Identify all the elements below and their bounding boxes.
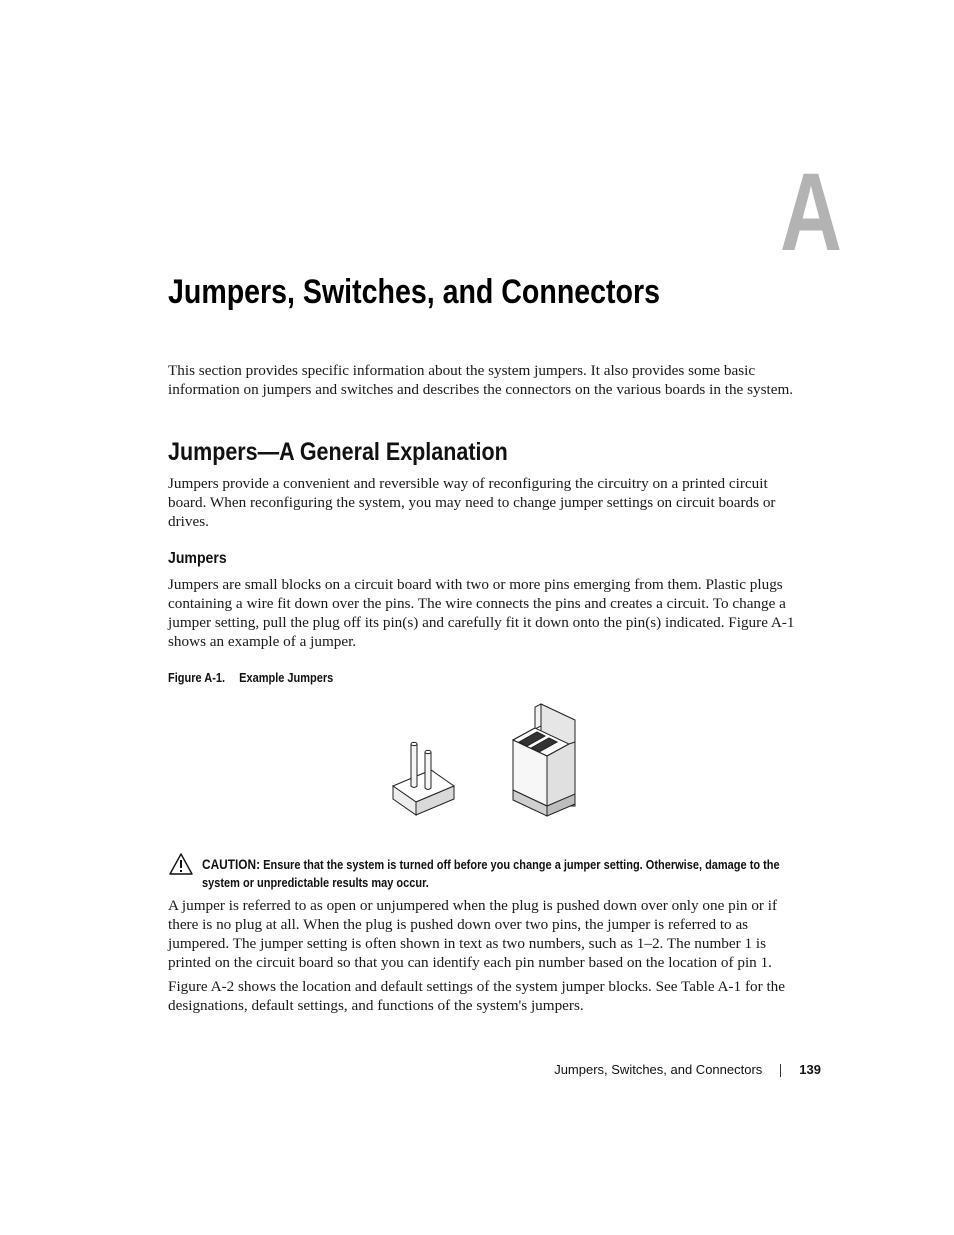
section-heading: Jumpers—A General Explanation [168, 438, 508, 466]
figure-number: Figure A-1. [168, 671, 226, 685]
footer-separator [780, 1064, 781, 1077]
subsection-paragraph: Jumpers are small blocks on a circuit board with two or more pins emerging from them. Plastic plugs containing a wire fit down over the pins. The wire connects the pins and creates a circuit. To change a jumper setting, pull the plug off its pin(s) and carefully fit it down onto the pin(s) indicated. Figure A-1 shows an example of a jumper. [168, 576, 795, 650]
caution-text: Ensure that the system is turned off before you change a jumper setting. Otherwise, damage to the system or unpredictable results may occur. [202, 858, 780, 890]
subsection-heading: Jumpers [168, 550, 227, 567]
figure-title: Example Jumpers [239, 671, 334, 685]
figure-caption [168, 670, 333, 686]
footer-title: Jumpers, Switches, and Connectors [554, 1062, 763, 1077]
jumper-illustration [385, 698, 585, 828]
body-paragraph-2: Figure A-2 shows the location and default settings of the system jumper blocks. See Table A-1 for the designations, default settings, and functions of the system's jumpers. [168, 978, 786, 1014]
body-paragraph-1: A jumper is referred to as open or unjumpered when the plug is pushed down over only one pin or if there is no plug at all. When the plug is pushed down over two pins, the jumper is referred to as jumpered. The jumper setting is often shown in text as two numbers, such as 1–2. The number 1 is printed on the circuit board so that you can identify each pin number based on the location of pin 1. [168, 897, 778, 971]
intro-paragraph: This section provides specific information about the system jumpers. It also provides some basic information on jumpers and switches and describes the connectors on the various boards in the system. [168, 362, 794, 398]
caution-triangle-icon [168, 852, 194, 876]
jumper-pins-drawing [393, 742, 454, 815]
section-paragraph: Jumpers provide a convenient and reversible way of reconfiguring the circuitry on a printed circuit board. When reconfiguring the system, you may need to change jumper settings on circuit boards or drives. [168, 475, 776, 530]
chapter-letter: A [780, 151, 842, 274]
caution-label: CAUTION: [202, 857, 261, 872]
page-number: 139 [799, 1062, 821, 1077]
chapter-title: Jumpers, Switches, and Connectors [168, 273, 660, 311]
jumper-plug-drawing [513, 704, 575, 816]
page-footer [554, 1062, 821, 1078]
